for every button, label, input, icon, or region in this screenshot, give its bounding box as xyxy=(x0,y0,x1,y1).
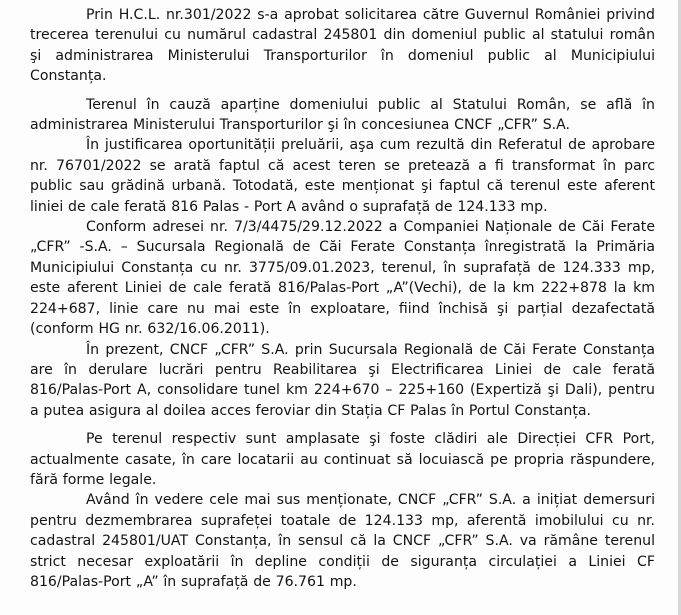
paragraph-buildings: Pe terenul respectiv sunt amplasate şi foste clădiri ale Direcției CFR Port, actualmente casate, în care locatarii au continuat să locuiască pe propria răspundere, fără forme legale. xyxy=(30,431,655,488)
paragraph-justification: În justificarea oportunității preluării, aşa cum rezultă din Referatul de aprobare nr. 76701/2022 se arată faptul că acest teren se pretează a fi transformat în parc public sau grădină urbană. Totodată, este menționat şi faptul că terenul este aferent liniei de cale ferată 816 Palas - Port A având o suprafață de 124.133 mp. xyxy=(30,137,655,215)
document-body xyxy=(30,5,655,592)
paragraph-land-ownership: Terenul în cauză aparține domeniului public al Statului Român, se află în administrarea Ministerului Transporturilor şi în concesiunea CNCF „CFR” S.A. xyxy=(30,96,655,134)
paragraph-dismemberment: Având în vedere cele mai sus menționate, CNCF „CFR” S.A. a inițiat demersuri pentru dezmembrarea suprafeței toatale de 124.133 mp, aferentă imobilului cu nr. cadastral 245801/UAT Constanța, în sensul că la CNCF „CFR” S.A. va rămâne terenul strict necesar exploatării în depline condiții de siguranța circulației a Liniei CF 816/Palas-Port „A” în suprafață de 76.761 mp. xyxy=(30,492,655,590)
paragraph-current-works: În prezent, CNCF „CFR” S.A. prin Sucursala Regională de Căi Ferate Constanța are în derulare lucrări pentru Reabilitarea şi Electrificarea Liniei de cale ferată 816/Palas-Port A, consolidare tunel km 224+670 – 225+160 (Expertiză şi Dali), pentru a putea asigura al doilea acces feroviar din Stația CF Palas în Portul Constanța. xyxy=(30,341,655,419)
paragraph-hcl-approval: Prin H.C.L. nr.301/2022 s-a aprobat solicitarea către Guvernul României privind trecerea terenului cu numărul cadastral 245801 din domeniul public al statului român şi administrarea Ministerului Transporturilor în domeniul public al Municipiului Constanța. xyxy=(30,7,655,85)
paragraph-cfr-address: Conform adresei nr. 7/3/4475/29.12.2022 a Companiei Naționale de Căi Ferate „CFR” -S.A. – Sucursala Regională de Căi Ferate Constanța înregistrată la Primăria Municipiului Constanța cu nr. 3775/09.01.2023, terenul, în suprafață de 124.333 mp, este aferent Liniei de cale ferată 816/Palas-Port „A”(Vechi), de la km 222+878 la km 224+687, linie care nu mai este în exploatare, fiind închisă şi parțial dezafectată (conform HG nr. 632/16.06.2011). xyxy=(30,219,655,338)
